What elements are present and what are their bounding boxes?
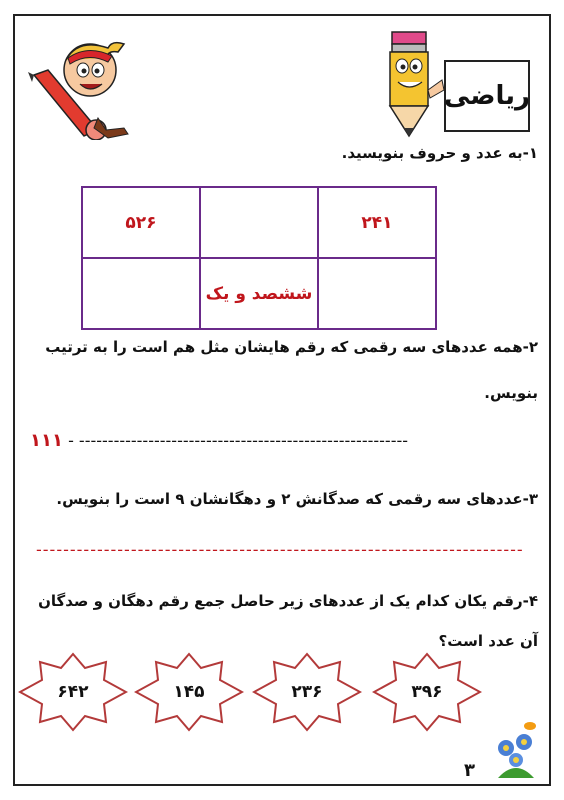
question-2-line-2: بنویس. — [484, 384, 538, 402]
option-star[interactable] — [134, 652, 244, 732]
flower-illustration — [488, 718, 544, 780]
option-label: ۳۹۶ — [411, 682, 443, 702]
question-2-line-1: ۲-همه عددهای سه رقمی که رقم هایشان مثل هم است را به ترتیب — [45, 338, 538, 356]
table-cell[interactable]: ۵۲۶ — [82, 187, 200, 258]
question-3-answer-line[interactable]: ------------------------------------------------------------------------ — [36, 540, 524, 559]
table-cell[interactable]: ۲۴۱ — [318, 187, 436, 258]
subject-title-box — [444, 60, 530, 132]
kid-with-pencil-illustration — [28, 30, 138, 140]
question-2-answer-line[interactable] — [30, 430, 534, 454]
option-star[interactable] — [252, 652, 362, 732]
table-row — [82, 258, 436, 329]
number-word-table — [81, 186, 437, 330]
answer-dashes: - --------------------------------------------------------- — [68, 431, 409, 450]
table-cell[interactable]: ششصد و یک — [200, 258, 318, 329]
table-cell[interactable] — [82, 258, 200, 329]
page-number: ۳ — [464, 760, 475, 781]
table-row — [82, 187, 436, 258]
question-3-text: ۳-عددهای سه رقمی که صدگانش ۲ و دهگانشان ۹ است را بنویس. — [56, 490, 538, 508]
option-star[interactable] — [372, 652, 482, 732]
table-cell[interactable] — [200, 187, 318, 258]
option-label: ۲۳۶ — [291, 682, 323, 702]
question-4-line-2: آن عدد است؟ — [438, 632, 538, 650]
table-cell[interactable] — [318, 258, 436, 329]
question-4-line-1: ۴-رقم یکان کدام یک از عددهای زیر حاصل جمع رقم دهگان و صدگان — [38, 592, 538, 610]
pencil-character-illustration — [378, 28, 448, 140]
question-1-text: ۱-به عدد و حروف بنویسید. — [341, 144, 538, 162]
option-label: ۱۴۵ — [173, 682, 205, 702]
subject-title: ریاضی — [444, 81, 530, 111]
option-star[interactable] — [18, 652, 128, 732]
option-label: ۶۴۲ — [57, 682, 89, 702]
answer-example: ۱۱۱ — [30, 430, 63, 451]
